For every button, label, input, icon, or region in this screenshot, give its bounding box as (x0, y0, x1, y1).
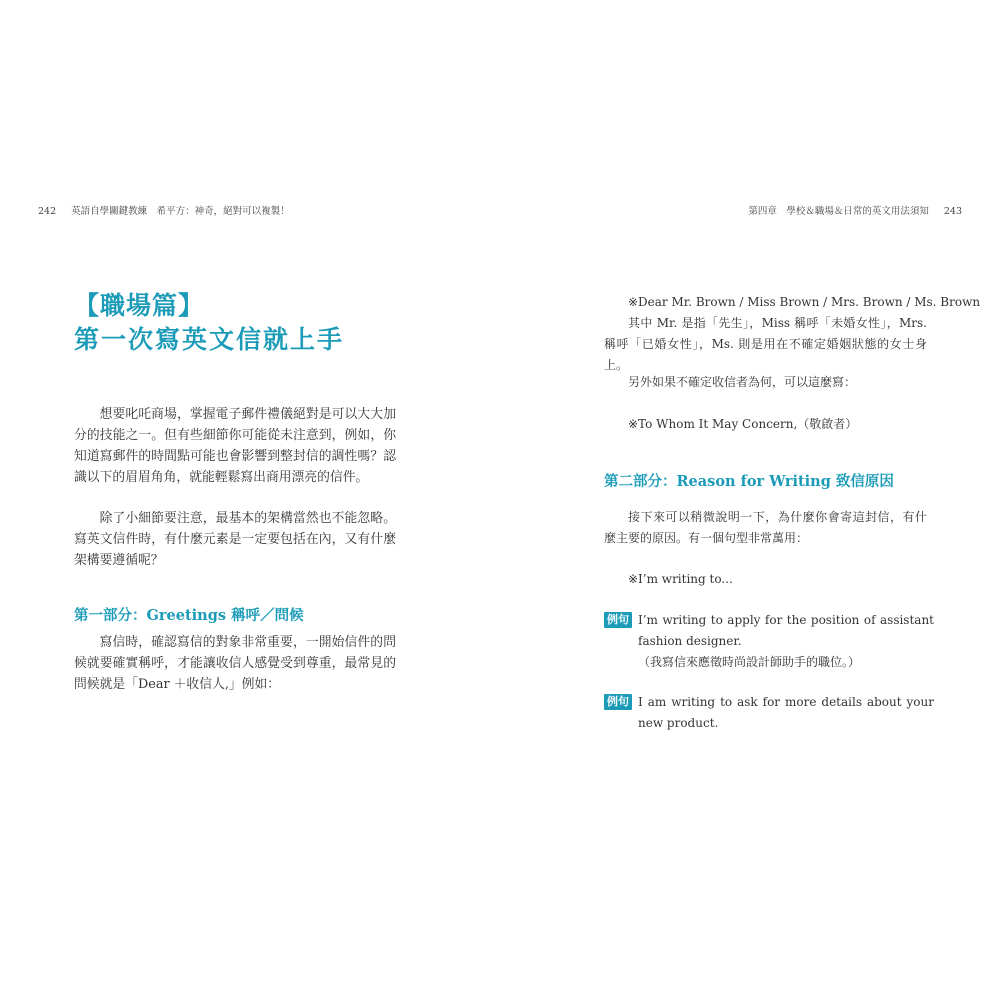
unknown-recipient-paragraph: 另外如果不確定收信者為何，可以這麼寫： (628, 375, 857, 389)
titles-explanation-paragraph: 其中 Mr. 是指「先生」，Miss 稱呼「未婚女性」，Mrs. 稱呼「已婚女性」，Ms. 則是用在不確定婚姻狀態的女士身上。 (604, 316, 927, 372)
to-whom-note: ※To Whom It May Concern,（敬啟者） (628, 417, 858, 431)
subheading-greetings: 第一部分：Greetings 稱呼／問候 (74, 607, 304, 624)
example-badge: 例句 (604, 694, 632, 710)
chapter-title: 第一次寫英文信就上手 (74, 325, 345, 354)
section-label: 【職場篇】 (74, 291, 205, 320)
greeting-examples-note: ※Dear Mr. Brown / Miss Brown / Mrs. Brown / Ms. Brown (628, 295, 981, 309)
page-number-left: 242 (38, 206, 57, 217)
running-head-left (38, 203, 290, 217)
example-sentence-2 (604, 692, 934, 734)
running-head-title-right: 第四章 學校＆職場＆日常的英文用法須知 (748, 206, 929, 217)
structure-paragraph: 除了小細節要注意，最基本的架構當然也不能忽略。寫英文信件時，有什麼元素是一定要包括在內，又有什麼架構要遵循呢？ (74, 511, 396, 568)
right-page (500, 0, 1000, 1000)
example-sentence-1 (604, 610, 934, 673)
subheading-reason: 第二部分：Reason for Writing 致信原因 (604, 473, 894, 490)
writing-to-pattern-note: ※I’m writing to... (628, 572, 733, 586)
intro-paragraph: 想要叱吒商場，掌握電子郵件禮儀絕對是可以大大加分的技能之一。但有些細節你可能從未注意到，例如，你知道寫郵件的時間點可能也會影響到整封信的調性嗎？認識以下的眉眉角角，就能輕鬆寫出商用漂亮的信件。 (74, 407, 396, 485)
running-head-title-left: 英語自學關鍵教練 希平方：神奇，絕對可以複製！ (71, 206, 290, 217)
running-head-right (748, 203, 962, 217)
greetings-paragraph: 寫信時，確認寫信的對象非常重要，一開始信件的問候就要確實稱呼，才能讓收信人感覺受到尊重，最常見的問候就是「Dear ＋收信人,」例如： (74, 635, 396, 692)
example-translation: （我寫信來應徵時尚設計師助手的職位。） (638, 655, 861, 669)
example-text: I’m writing to apply for the position of assistant fashion designer. (638, 613, 934, 648)
example-text: I am writing to ask for more details about your new product. (638, 695, 934, 730)
reason-paragraph: 接下來可以稍微說明一下，為什麼你會寄這封信，有什麼主要的原因。有一個句型非常萬用： (604, 510, 927, 545)
page-number-right: 243 (943, 206, 962, 217)
example-badge: 例句 (604, 612, 632, 628)
